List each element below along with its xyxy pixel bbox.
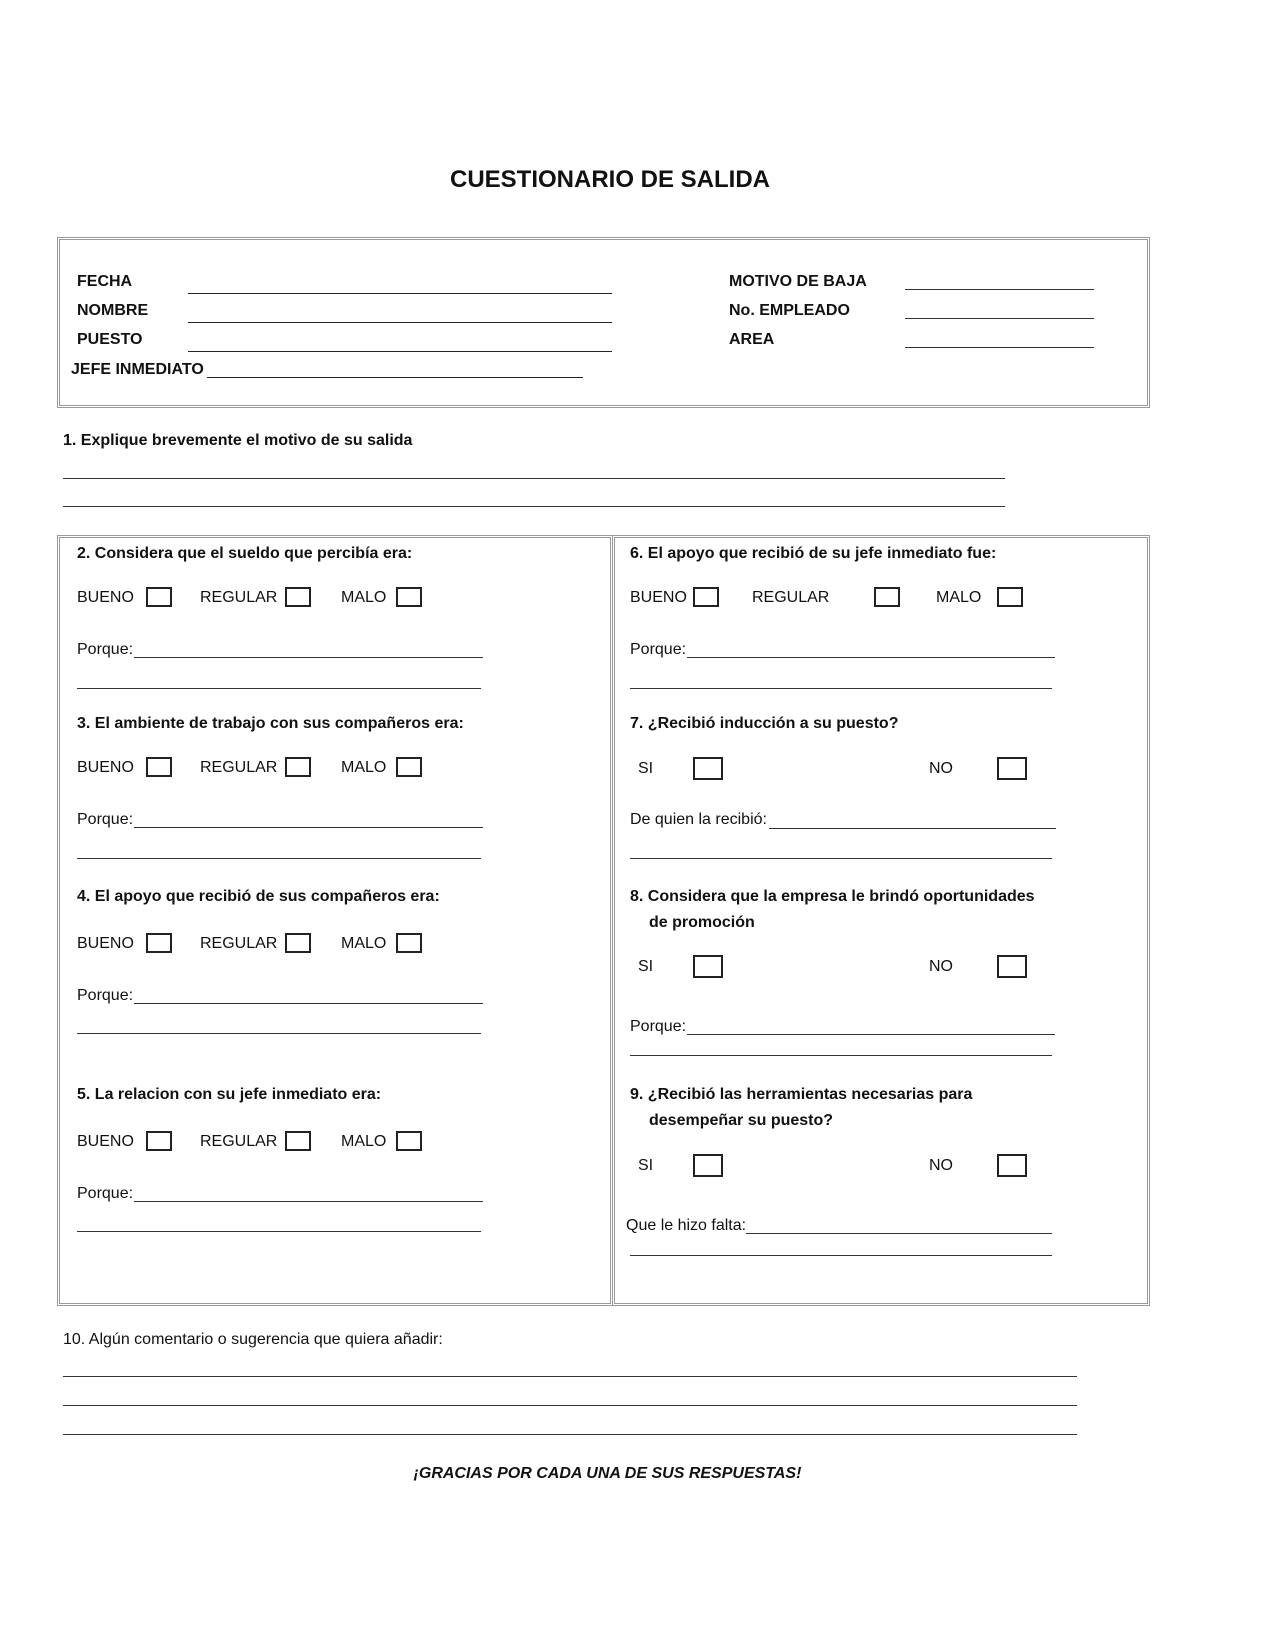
q10-answer-line-1[interactable]: [63, 1376, 1077, 1377]
question-7: 7. ¿Recibió inducción a su puesto?: [630, 715, 899, 732]
q3-bueno-checkbox[interactable]: [146, 757, 172, 777]
q4-porque-line-2[interactable]: [77, 1033, 481, 1034]
q6-porque-line-1[interactable]: [687, 657, 1055, 658]
empleado-label: No. EMPLEADO: [729, 302, 850, 319]
q2-malo-label: MALO: [341, 589, 387, 606]
q9-si-label: SI: [638, 1157, 654, 1174]
q2-porque-line-2[interactable]: [77, 688, 481, 689]
q3-malo-label: MALO: [341, 759, 387, 776]
thank-you-note: ¡GRACIAS POR CADA UNA DE SUS RESPUESTAS!: [413, 1465, 802, 1482]
question-8-line-2: de promoción: [649, 914, 755, 931]
q7-no-label: NO: [929, 760, 953, 777]
q9-no-checkbox[interactable]: [997, 1154, 1027, 1177]
q4-malo-label: MALO: [341, 935, 387, 952]
q5-bueno-checkbox[interactable]: [146, 1131, 172, 1151]
q1-answer-line-1[interactable]: [63, 478, 1005, 479]
q7-si-checkbox[interactable]: [693, 757, 723, 780]
page-title: CUESTIONARIO DE SALIDA: [449, 166, 770, 193]
q3-regular-label: REGULAR: [200, 759, 278, 776]
puesto-label: PUESTO: [77, 331, 143, 348]
q5-regular-checkbox[interactable]: [285, 1131, 311, 1151]
q6-porque-label: Porque:: [630, 641, 687, 658]
jefe-field[interactable]: [207, 377, 583, 378]
q6-bueno-label: BUENO: [630, 589, 687, 606]
q2-porque-label: Porque:: [77, 641, 134, 658]
puesto-field[interactable]: [188, 351, 612, 352]
question-9-line-1: 9. ¿Recibió las herramientas necesarias para: [630, 1086, 973, 1103]
q8-porque-label: Porque:: [630, 1018, 687, 1035]
q6-bueno-checkbox[interactable]: [693, 587, 719, 607]
q2-porque-line-1[interactable]: [134, 657, 483, 658]
q8-no-checkbox[interactable]: [997, 955, 1027, 978]
question-2: 2. Considera que el sueldo que percibía era:: [77, 545, 413, 562]
q4-porque-line-1[interactable]: [134, 1003, 483, 1004]
q5-porque-line-2[interactable]: [77, 1231, 481, 1232]
motivo-field[interactable]: [905, 289, 1094, 290]
q2-regular-label: REGULAR: [200, 589, 278, 606]
q10-answer-line-3[interactable]: [63, 1434, 1077, 1435]
q6-malo-label: MALO: [936, 589, 982, 606]
nombre-label: NOMBRE: [77, 302, 149, 319]
q5-malo-label: MALO: [341, 1133, 387, 1150]
q3-regular-checkbox[interactable]: [285, 757, 311, 777]
q3-porque-line-1[interactable]: [134, 827, 483, 828]
question-3: 3. El ambiente de trabajo con sus compañeros era:: [77, 715, 464, 732]
q7-no-checkbox[interactable]: [997, 757, 1027, 780]
question-8-line-1: 8. Considera que la empresa le brindó oportunidades: [630, 888, 1035, 905]
q2-malo-checkbox[interactable]: [396, 587, 422, 607]
q9-follow-line-2[interactable]: [630, 1255, 1052, 1256]
questions-left-box: [57, 535, 613, 1306]
q6-porque-line-2[interactable]: [630, 688, 1052, 689]
question-6: 6. El apoyo que recibió de su jefe inmediato fue:: [630, 545, 997, 562]
jefe-label: JEFE INMEDIATO: [71, 361, 204, 378]
q6-regular-checkbox[interactable]: [874, 587, 900, 607]
q10-answer-line-2[interactable]: [63, 1405, 1077, 1406]
q8-si-checkbox[interactable]: [693, 955, 723, 978]
area-field[interactable]: [905, 347, 1094, 348]
q3-malo-checkbox[interactable]: [396, 757, 422, 777]
q2-regular-checkbox[interactable]: [285, 587, 311, 607]
q2-bueno-label: BUENO: [77, 589, 134, 606]
q9-si-checkbox[interactable]: [693, 1154, 723, 1177]
fecha-label: FECHA: [77, 273, 133, 290]
q6-malo-checkbox[interactable]: [997, 587, 1023, 607]
q8-no-label: NO: [929, 958, 953, 975]
q3-bueno-label: BUENO: [77, 759, 134, 776]
q9-follow-line-1[interactable]: [746, 1233, 1052, 1234]
q5-malo-checkbox[interactable]: [396, 1131, 422, 1151]
q8-si-label: SI: [638, 958, 654, 975]
q1-answer-line-2[interactable]: [63, 506, 1005, 507]
q3-porque-line-2[interactable]: [77, 858, 481, 859]
q4-malo-checkbox[interactable]: [396, 933, 422, 953]
q4-bueno-checkbox[interactable]: [146, 933, 172, 953]
q7-follow-label: De quien la recibió:: [630, 811, 767, 828]
empleado-field[interactable]: [905, 318, 1094, 319]
q5-bueno-label: BUENO: [77, 1133, 134, 1150]
question-9-line-2: desempeñar su puesto?: [649, 1112, 834, 1129]
q7-follow-line-2[interactable]: [630, 858, 1052, 859]
motivo-label: MOTIVO DE BAJA: [729, 273, 867, 290]
q4-bueno-label: BUENO: [77, 935, 134, 952]
question-10: 10. Algún comentario o sugerencia que quiera añadir:: [63, 1331, 443, 1348]
q7-si-label: SI: [638, 760, 654, 777]
q3-porque-label: Porque:: [77, 811, 134, 828]
nombre-field[interactable]: [188, 322, 612, 323]
q7-follow-line-1[interactable]: [769, 828, 1056, 829]
q4-regular-checkbox[interactable]: [285, 933, 311, 953]
q8-porque-line-1[interactable]: [687, 1034, 1055, 1035]
q5-regular-label: REGULAR: [200, 1133, 278, 1150]
question-1: 1. Explique brevemente el motivo de su salida: [63, 432, 413, 449]
question-4: 4. El apoyo que recibió de sus compañeros era:: [77, 888, 440, 905]
q6-regular-label: REGULAR: [752, 589, 830, 606]
question-5: 5. La relacion con su jefe inmediato era:: [77, 1086, 382, 1103]
q9-no-label: NO: [929, 1157, 953, 1174]
q5-porque-label: Porque:: [77, 1185, 134, 1202]
q4-porque-label: Porque:: [77, 987, 134, 1004]
fecha-field[interactable]: [188, 293, 612, 294]
q5-porque-line-1[interactable]: [134, 1201, 483, 1202]
q8-porque-line-2[interactable]: [630, 1055, 1052, 1056]
q9-follow-label: Que le hizo falta:: [626, 1217, 747, 1234]
area-label: AREA: [729, 331, 775, 348]
q2-bueno-checkbox[interactable]: [146, 587, 172, 607]
q4-regular-label: REGULAR: [200, 935, 278, 952]
